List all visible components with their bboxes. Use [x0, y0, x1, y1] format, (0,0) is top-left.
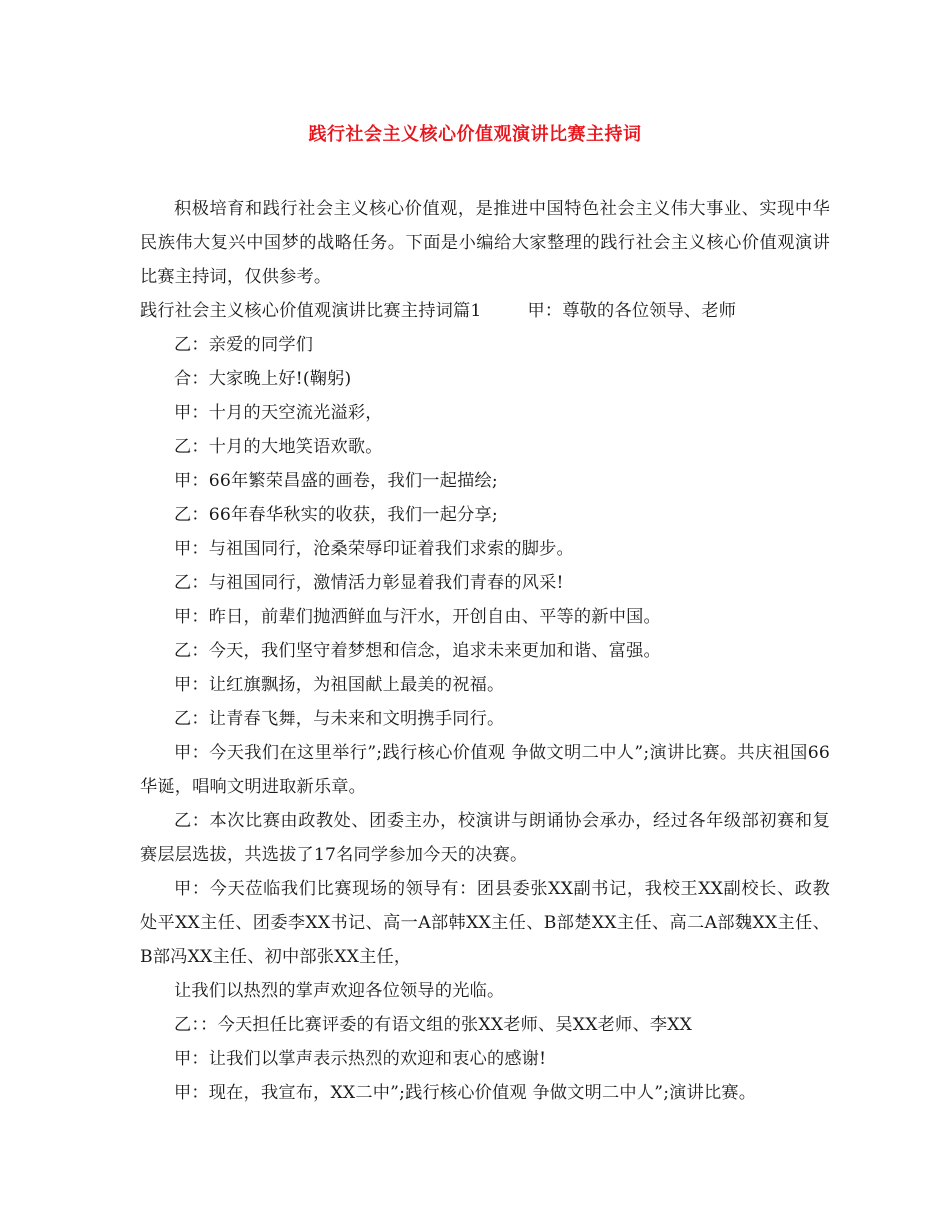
section-heading-line: [140, 294, 830, 328]
dialogue-line: 合：大家晚上好!(鞠躬): [174, 369, 352, 389]
document-body: [140, 192, 830, 1110]
dialogue-line: 甲：今天莅临我们比赛现场的领导有：团县委张XX副书记，我校王XX副校长、政教处平XX主任、团委李XX书记、高一A部韩XX主任、B部楚XX主任、高二A部魏XX主任、B部冯XX主任、初中部张XX主任，: [140, 879, 830, 967]
dialogue-line: 甲：今天我们在这里举行”;践行核心价值观 争做文明二中人”;演讲比赛。共庆祖国66华诞，唱响文明进取新乐章。: [140, 743, 830, 797]
dialogue-line: 乙：与祖国同行，激情活力彰显着我们青春的风采!: [174, 573, 564, 593]
dialogue-line: 甲：十月的天空流光溢彩，: [174, 403, 383, 423]
dialogue-line: 乙：：今天担任比赛评委的有语文组的张XX老师、吴XX老师、李XX: [174, 1015, 693, 1035]
dialogue-line: 甲：与祖国同行，沧桑荣辱印证着我们求索的脚步。: [174, 539, 574, 559]
dialogue-line: 乙：让青春飞舞，与未来和文明携手同行。: [174, 709, 505, 729]
dialogue-line: 乙：66年春华秋实的收获，我们一起分享;: [174, 505, 498, 525]
dialogue-line: 乙：本次比赛由政教处、团委主办，校演讲与朗诵协会承办，经过各年级部初赛和复赛层层选拔，共选拔了17名同学参加今天的决赛。: [140, 811, 830, 865]
dialogue-line: 让我们以热烈的掌声欢迎各位领导的光临。: [174, 981, 505, 1001]
intro-paragraph: 积极培育和践行社会主义核心价值观，是推进中国特色社会主义伟大事业、实现中华民族伟大复兴中国梦的战略任务。下面是小编给大家整理的践行社会主义核心价值观演讲比赛主持词，仅供参考。: [140, 199, 830, 287]
dialogue-line: 乙：十月的大地笑语欢歌。: [174, 437, 383, 457]
dialogue-line: 甲：昨日，前辈们抛洒鲜血与汗水，开创自由、平等的新中国。: [174, 607, 661, 627]
dialogue-line: 乙：今天，我们坚守着梦想和信念，追求未来更加和谐、富强。: [174, 641, 661, 661]
section-heading: 践行社会主义核心价值观演讲比赛主持词篇1: [140, 301, 482, 321]
dialogue-line: 甲：66年繁荣昌盛的画卷，我们一起描绘;: [174, 471, 498, 491]
dialogue-line: 乙：亲爱的同学们: [174, 335, 314, 355]
dialogue-line: 甲：让红旗飘扬，为祖国献上最美的祝福。: [174, 675, 505, 695]
dialogue-line: 甲：现在，我宣布，XX二中”;践行核心价值观 争做文明二中人”;演讲比赛。: [174, 1083, 757, 1103]
dialogue-line: 甲：尊敬的各位领导、老师: [527, 301, 737, 321]
document-title: 践行社会主义核心价值观演讲比赛主持词: [308, 124, 642, 145]
dialogue-line: 甲：让我们以掌声表示热烈的欢迎和衷心的感谢!: [174, 1049, 547, 1069]
